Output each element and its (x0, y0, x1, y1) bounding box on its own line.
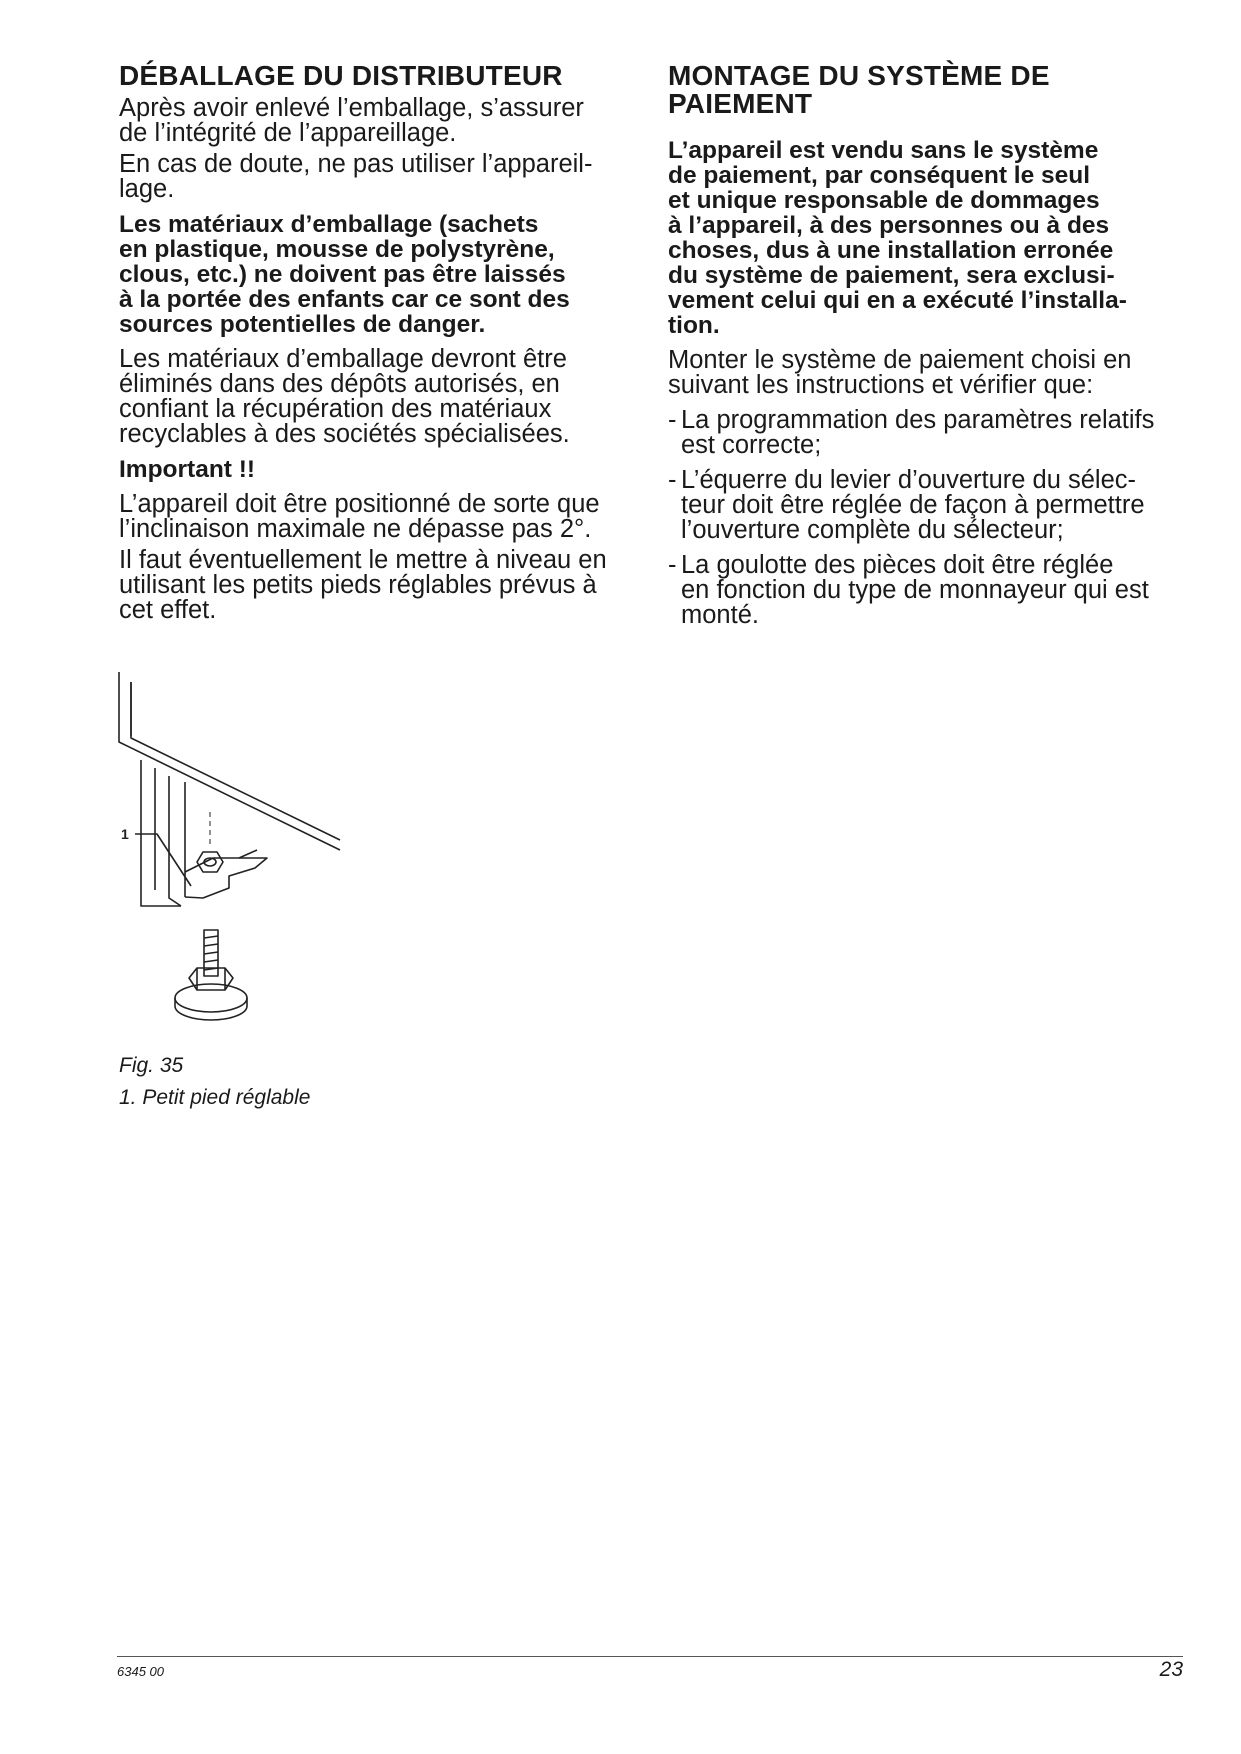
list-item: - La goulotte des pièces doit être réglée en fonction du type de monnayeur qui est monté. (668, 551, 1149, 629)
right-column (668, 62, 1188, 628)
left-column (119, 62, 639, 623)
paragraph-tilt: L’appareil doit être positionné de sorte que l’inclinaison maximale ne dépasse pas 2°. (119, 490, 600, 543)
footer-divider (117, 1656, 1183, 1657)
document-code: 6345 00 (117, 1664, 164, 1679)
paragraph-disposal: Les matériaux d’emballage devront être éliminés dans des dépôts autorisés, en confiant la récupération des matériaux recyclables à des sociétés spécialisées. (119, 345, 570, 448)
paragraph-install-instructions: Monter le système de paiement choisi en suivant les instructions et vérifier que: (668, 346, 1132, 399)
payment-warning: L’appareil est vendu sans le système de paiement, par conséquent le seul et unique responsable de dommages à l’appareil, à des personnes ou à des choses, dus à une installation erronée du système de paiement, sera exclusi- vement celui qui en a exécuté l’installa- tion. (668, 137, 1127, 339)
figure-caption (119, 1050, 310, 1114)
callout-number: 1 (121, 826, 129, 842)
packaging-warning: Les matériaux d’emballage (sachets en plastique, mousse de polystyrène, clous, etc.) ne doivent pas être laissés à la portée des enfants car ce sont des sources potentielles de danger. (119, 211, 570, 338)
section-heading-unpacking: DÉBALLAGE DU DISTRIBUTEUR (119, 60, 563, 91)
paragraph-check-integrity: Après avoir enlevé l’emballage, s’assurer de l’intégrité de l’appareillage. (119, 94, 584, 147)
list-item: - L’équerre du levier d’ouverture du sélec- teur doit être réglée de façon à permettre l’ouverture complète du sélecteur; (668, 466, 1145, 544)
figure-number: Fig. 35 (119, 1054, 184, 1077)
figure-legend-item: 1. Petit pied réglable (119, 1086, 311, 1109)
paragraph-doubt: En cas de doute, ne pas utiliser l’appareil- lage. (119, 150, 593, 203)
list-item: - La programmation des paramètres relatifs est correcte; (668, 406, 1155, 459)
page-number: 23 (1159, 1658, 1183, 1681)
adjustable-foot-illustration (117, 672, 347, 1032)
section-heading-payment: MONTAGE DU SYSTÈME DE PAIEMENT (668, 60, 1050, 119)
paragraph-leveling: Il faut éventuellement le mettre à niveau en utilisant les petits pieds réglables prévus à cet effet. (119, 546, 607, 624)
important-label: Important !! (119, 456, 256, 483)
figure-adjustable-foot (117, 672, 347, 1032)
